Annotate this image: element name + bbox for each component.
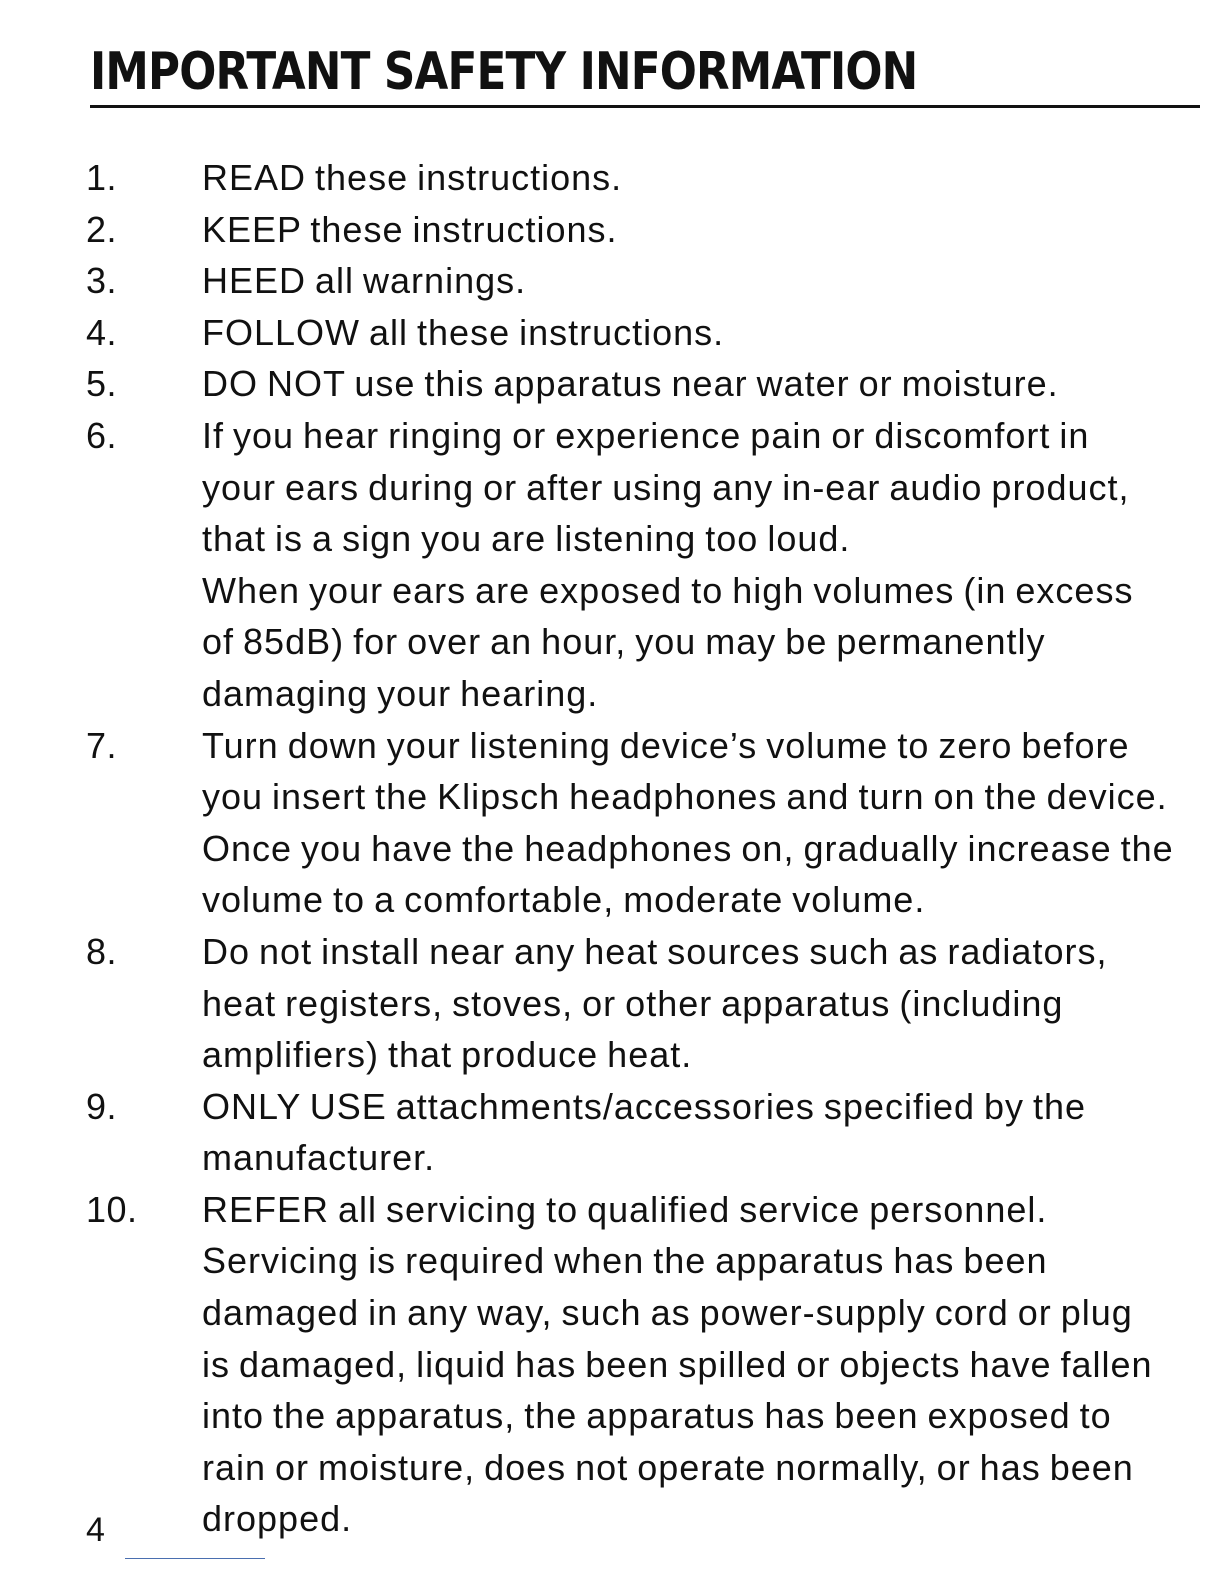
list-item: [0, 204, 1225, 256]
list-item: [0, 1081, 1225, 1184]
item-text-line: Do not install near any heat sources such as radiators,: [202, 930, 1108, 972]
item-text-line: damaging your hearing.: [202, 672, 599, 714]
item-number: 5.: [86, 363, 118, 405]
list-item: [0, 152, 1225, 204]
item-text: [202, 1081, 1202, 1184]
safety-instructions-list: [0, 152, 1225, 1545]
item-number: 6.: [86, 414, 118, 456]
page-title: IMPORTANT SAFETY INFORMATION: [90, 42, 918, 102]
list-item: [0, 410, 1225, 720]
list-item: [0, 307, 1225, 359]
item-text-line: Once you have the headphones on, gradually increase the: [202, 827, 1174, 869]
item-text-line: heat registers, stoves, or other apparatus (including: [202, 982, 1064, 1024]
item-text-line: READ these instructions.: [202, 157, 623, 198]
item-text-line: FOLLOW all these instructions.: [202, 311, 725, 353]
item-text: [202, 152, 1202, 204]
item-text-line: of 85dB) for over an hour, you may be permanently: [202, 621, 1046, 663]
item-text-line: DO NOT use this apparatus near water or moisture.: [202, 363, 1059, 405]
item-text: [202, 307, 1202, 359]
item-text-line: Servicing is required when the apparatus has been: [202, 1240, 1048, 1282]
item-number: 1.: [86, 157, 118, 198]
page-number: 4: [86, 1511, 105, 1549]
footer-rule: [125, 1558, 265, 1559]
item-text-line: REFER all servicing to qualified service personnel.: [202, 1188, 1048, 1230]
item-text-line: manufacturer.: [202, 1137, 436, 1179]
item-text-line: volume to a comfortable, moderate volume.: [202, 879, 926, 921]
item-number: 3.: [86, 260, 118, 302]
item-text: [202, 358, 1202, 410]
list-item: [0, 358, 1225, 410]
item-text-line: rain or moisture, does not operate normally, or has been: [202, 1446, 1134, 1488]
item-text-line: into the apparatus, the apparatus has been exposed to: [202, 1395, 1112, 1437]
item-text: [202, 926, 1202, 1081]
item-text-line: you insert the Klipsch headphones and turn on the device.: [202, 776, 1168, 818]
item-number: 10.: [86, 1188, 138, 1230]
item-number: 8.: [86, 930, 118, 972]
item-number: 4.: [86, 311, 118, 353]
list-item: [0, 926, 1225, 1081]
list-item: [0, 255, 1225, 307]
item-text-line: that is a sign you are listening too loud.: [202, 518, 851, 560]
title-underline: [90, 105, 1200, 108]
item-text-line: If you hear ringing or experience pain or discomfort in: [202, 414, 1090, 456]
list-item: [0, 720, 1225, 926]
list-item: [0, 1184, 1225, 1545]
item-number: 9.: [86, 1085, 118, 1127]
item-number: 2.: [86, 208, 118, 250]
item-text-line: ONLY USE attachments/accessories specified by the: [202, 1085, 1087, 1127]
item-text: [202, 410, 1202, 720]
item-text: [202, 1184, 1202, 1545]
item-text: [202, 204, 1202, 256]
item-text-line: KEEP these instructions.: [202, 208, 618, 250]
item-text-line: When your ears are exposed to high volumes (in excess: [202, 569, 1134, 611]
item-text-line: your ears during or after using any in-ear audio product,: [202, 466, 1130, 508]
item-text-line: damaged in any way, such as power-supply cord or plug: [202, 1292, 1133, 1334]
item-text-line: HEED all warnings.: [202, 260, 527, 302]
item-text-line: amplifiers) that produce heat.: [202, 1034, 693, 1076]
item-text-line: is damaged, liquid has been spilled or objects have fallen: [202, 1343, 1153, 1385]
item-text: [202, 255, 1202, 307]
item-text-line: Turn down your listening device’s volume to zero before: [202, 724, 1130, 766]
item-text: [202, 720, 1202, 926]
item-number: 7.: [86, 724, 118, 766]
item-text-line: dropped.: [202, 1498, 353, 1540]
